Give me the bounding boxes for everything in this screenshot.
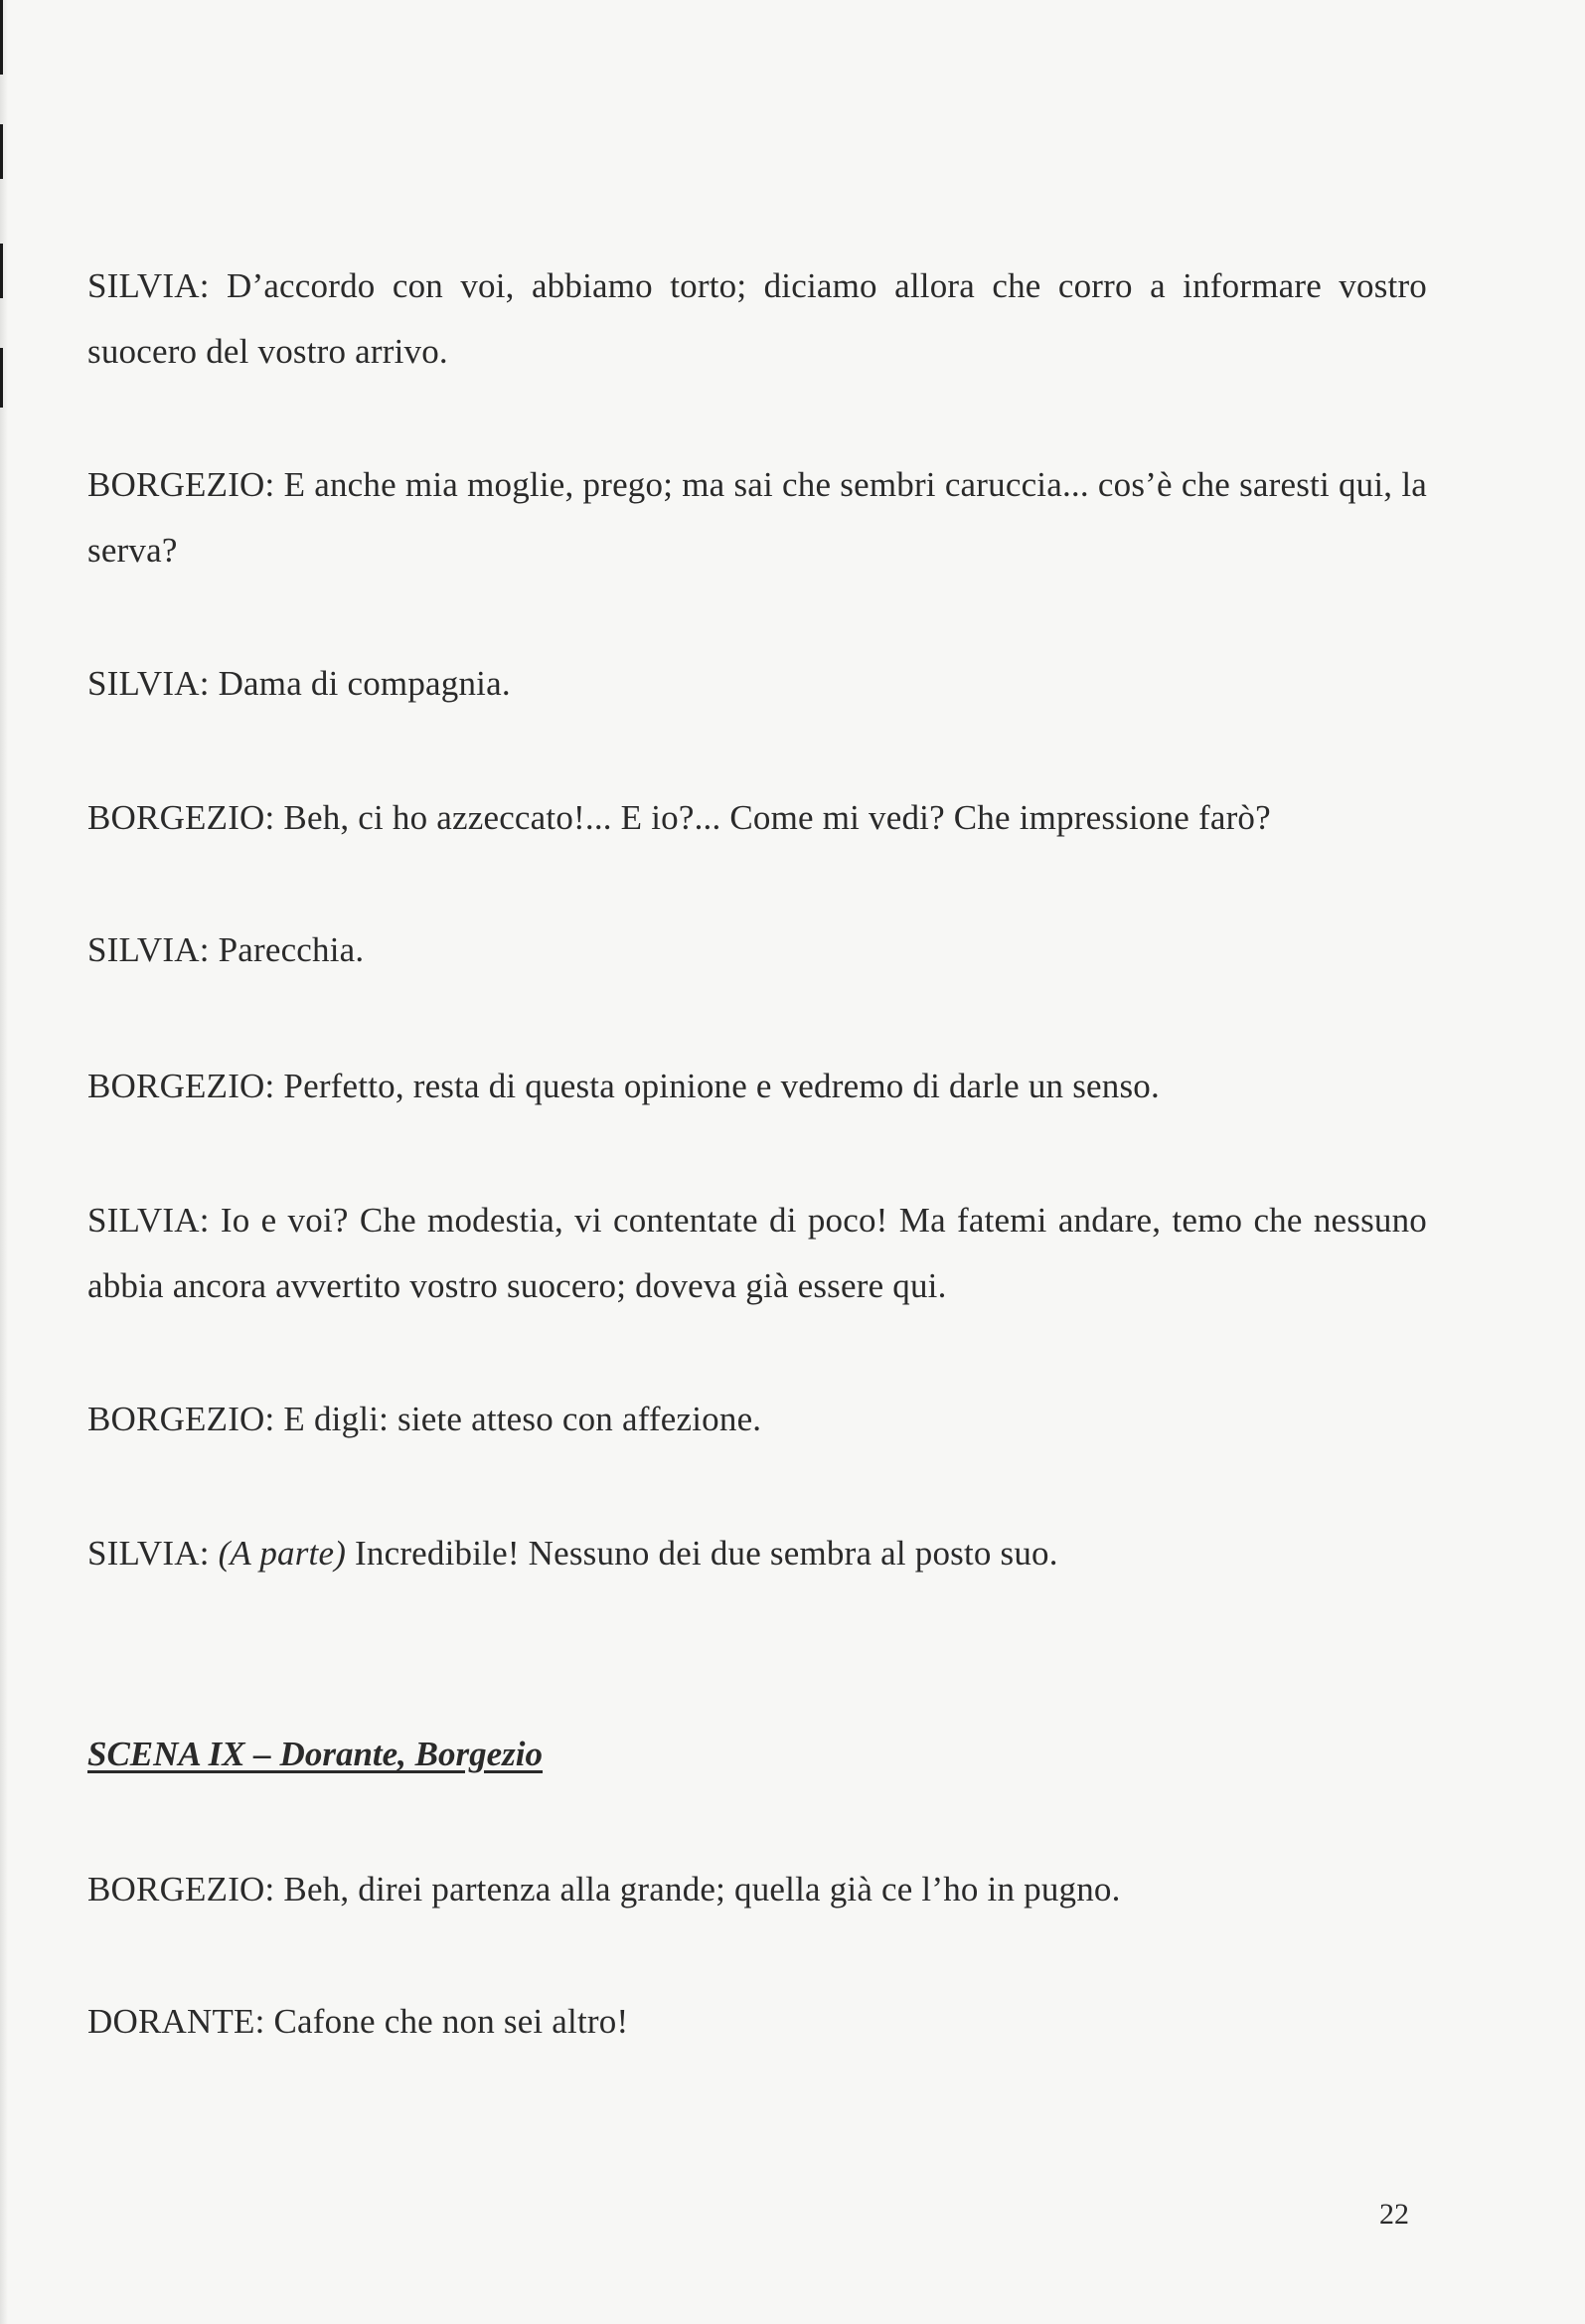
speaker-name: SILVIA: xyxy=(87,266,210,305)
dialogue-text: Parecchia. xyxy=(218,930,365,969)
page-number: 22 xyxy=(1379,2198,1409,2231)
dialogue-paragraph xyxy=(87,1989,1427,2055)
speaker-name: SILVIA: xyxy=(87,930,210,969)
dialogue-paragraph xyxy=(87,1521,1427,1586)
dialogue-paragraph xyxy=(87,1188,1427,1319)
dialogue-paragraph xyxy=(87,452,1427,583)
scan-mark xyxy=(0,124,3,179)
speaker-name: BORGEZIO: xyxy=(87,798,275,837)
dialogue-text: D’accordo con voi, abbiamo torto; diciamo allora che corro a informare vostro suocero del vostro arrivo. xyxy=(87,266,1427,371)
scan-mark xyxy=(0,244,3,298)
speaker-name: BORGEZIO: xyxy=(87,1400,275,1438)
dialogue-text: E digli: siete atteso con affezione. xyxy=(283,1400,762,1438)
speaker-name: BORGEZIO: xyxy=(87,1067,275,1105)
speaker-name: BORGEZIO: xyxy=(87,1870,275,1909)
dialogue-paragraph xyxy=(87,1857,1427,1922)
dialogue-text: Dama di compagnia. xyxy=(218,664,511,703)
dialogue-paragraph xyxy=(87,651,1427,717)
dialogue-text: Beh, ci ho azzeccato!... E io?... Come mi vedi? Che impressione farò? xyxy=(283,798,1271,837)
speaker-name: SILVIA: xyxy=(87,1534,210,1573)
scene-heading: SCENA IX – Dorante, Borgezio xyxy=(87,1735,544,1773)
dialogue-paragraph xyxy=(87,917,1427,983)
speaker-name: BORGEZIO: xyxy=(87,465,275,504)
speaker-name: DORANTE: xyxy=(87,2002,265,2041)
dialogue-text: Cafone che non sei altro! xyxy=(273,2002,629,2041)
dialogue-paragraph xyxy=(87,1387,1427,1452)
scan-mark xyxy=(0,348,3,408)
speaker-name: SILVIA: xyxy=(87,664,210,703)
stage-direction: (A parte) xyxy=(218,1534,347,1573)
scan-mark xyxy=(0,0,3,75)
dialogue-text: Perfetto, resta di questa opinione e vedremo di darle un senso. xyxy=(283,1067,1160,1105)
dialogue-paragraph xyxy=(87,253,1427,385)
dialogue-paragraph xyxy=(87,1054,1427,1119)
speaker-name: SILVIA: xyxy=(87,1201,210,1240)
dialogue-paragraph xyxy=(87,785,1427,851)
dialogue-text: Io e voi? Che modestia, vi contentate di poco! Ma fatemi andare, temo che nessuno abbia ancora avvertito vostro suocero; doveva già essere qui. xyxy=(87,1201,1427,1305)
dialogue-text: Beh, direi partenza alla grande; quella già ce l’ho in pugno. xyxy=(283,1870,1121,1909)
dialogue-text: E anche mia moglie, prego; ma sai che sembri caruccia... cos’è che saresti qui, la serva? xyxy=(87,465,1427,570)
dialogue-text: Incredibile! Nessuno dei due sembra al posto suo. xyxy=(355,1534,1058,1573)
